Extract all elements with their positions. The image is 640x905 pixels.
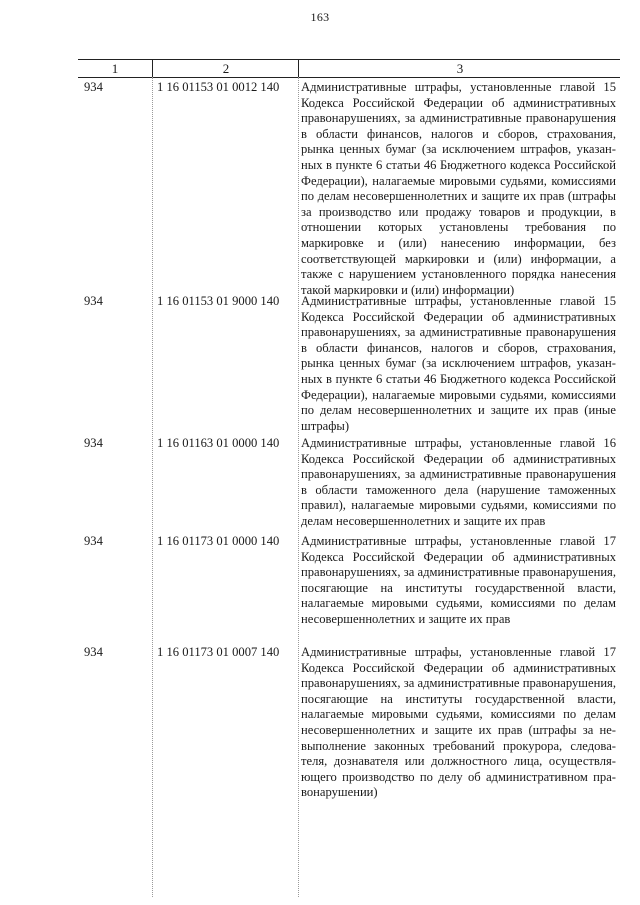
column-header-3: 3	[298, 60, 621, 77]
description-cell: Административные штрафы, установленные главой 15 Кодекса Российской Федерации об административных правонарушениях, за административные правонарушения в области финансов, налогов и сборов, страхования, рынка ценных бумаг (за исключением штрафов, указанных в пункте 6 статьи 46 Бюджетного кодекса Российской Федерации), налагаемые мировыми судьями, комиссиями по делам несовершеннолетних и защите их прав (штрафы за производство или продажу товаров и продукции, в отношении которых установлены требования по маркировке и (или) нанесению информации, без соответствующей маркировки и (или) информации, а также с нарушением установленного порядка нанесения такой маркировки и (или) информации)	[301, 80, 616, 297]
kbk-code-cell: 1 16 01163 01 0000 140	[157, 436, 280, 450]
kbk-code-cell: 1 16 01173 01 0000 140	[157, 534, 280, 548]
description-cell: Административные штрафы, установленные главой 17 Кодекса Российской Федерации об административных правонарушениях, за административные правонарушения, посягающие на институты государственной власти, налагаемые мировыми судьями, комиссиями по делам несовершеннолетних и защите их прав	[301, 534, 616, 626]
admin-code-cell: 934	[84, 80, 103, 94]
column-divider	[152, 77, 153, 897]
admin-code-cell: 934	[84, 534, 103, 548]
description-cell: Административные штрафы, установленные главой 16 Кодекса Российской Федерации об административных правонарушениях, за административные правонарушения в области таможенного дела (нарушение таможенных правил), налагаемые мировыми судьями, комиссиями по делам несовершеннолетних и защите их прав	[301, 436, 616, 528]
kbk-code-cell: 1 16 01153 01 0012 140	[157, 80, 280, 94]
admin-code-cell: 934	[84, 645, 103, 659]
admin-code-cell: 934	[84, 294, 103, 308]
table-header	[78, 59, 620, 78]
column-header-1: 1	[111, 61, 119, 76]
column-divider	[298, 77, 299, 897]
admin-code-cell: 934	[84, 436, 103, 450]
description-cell: Административные штрафы, установленные главой 15 Кодекса Российской Федерации об административных правонарушениях, за административные правонарушения в области финансов, налогов и сборов, страхования, рынка ценных бумаг (за исключением штрафов, указанных в пункте 6 статьи 46 Бюджетного кодекса Российской Федерации), налагаемые мировыми судьями, комиссиями по делам несовершеннолетних и защите их прав (иные штрафы)	[301, 294, 616, 433]
column-header-2: 2	[152, 60, 299, 77]
page-number: 163	[310, 10, 330, 24]
kbk-code-cell: 1 16 01173 01 0007 140	[157, 645, 280, 659]
kbk-code-cell: 1 16 01153 01 9000 140	[157, 294, 280, 308]
description-cell: Административные штрафы, установленные главой 17 Кодекса Российской Федерации об административных правонарушениях, за административные правонарушения, посягающие на институты государственной власти, налагаемые мировыми судьями, комиссиями по делам несовершеннолетних и защите их прав (штрафы за невыполнение законных требований прокурора, следователя, дознавателя или должностного лица, осуществляющего производство по делу об административном правонарушении)	[301, 645, 616, 800]
